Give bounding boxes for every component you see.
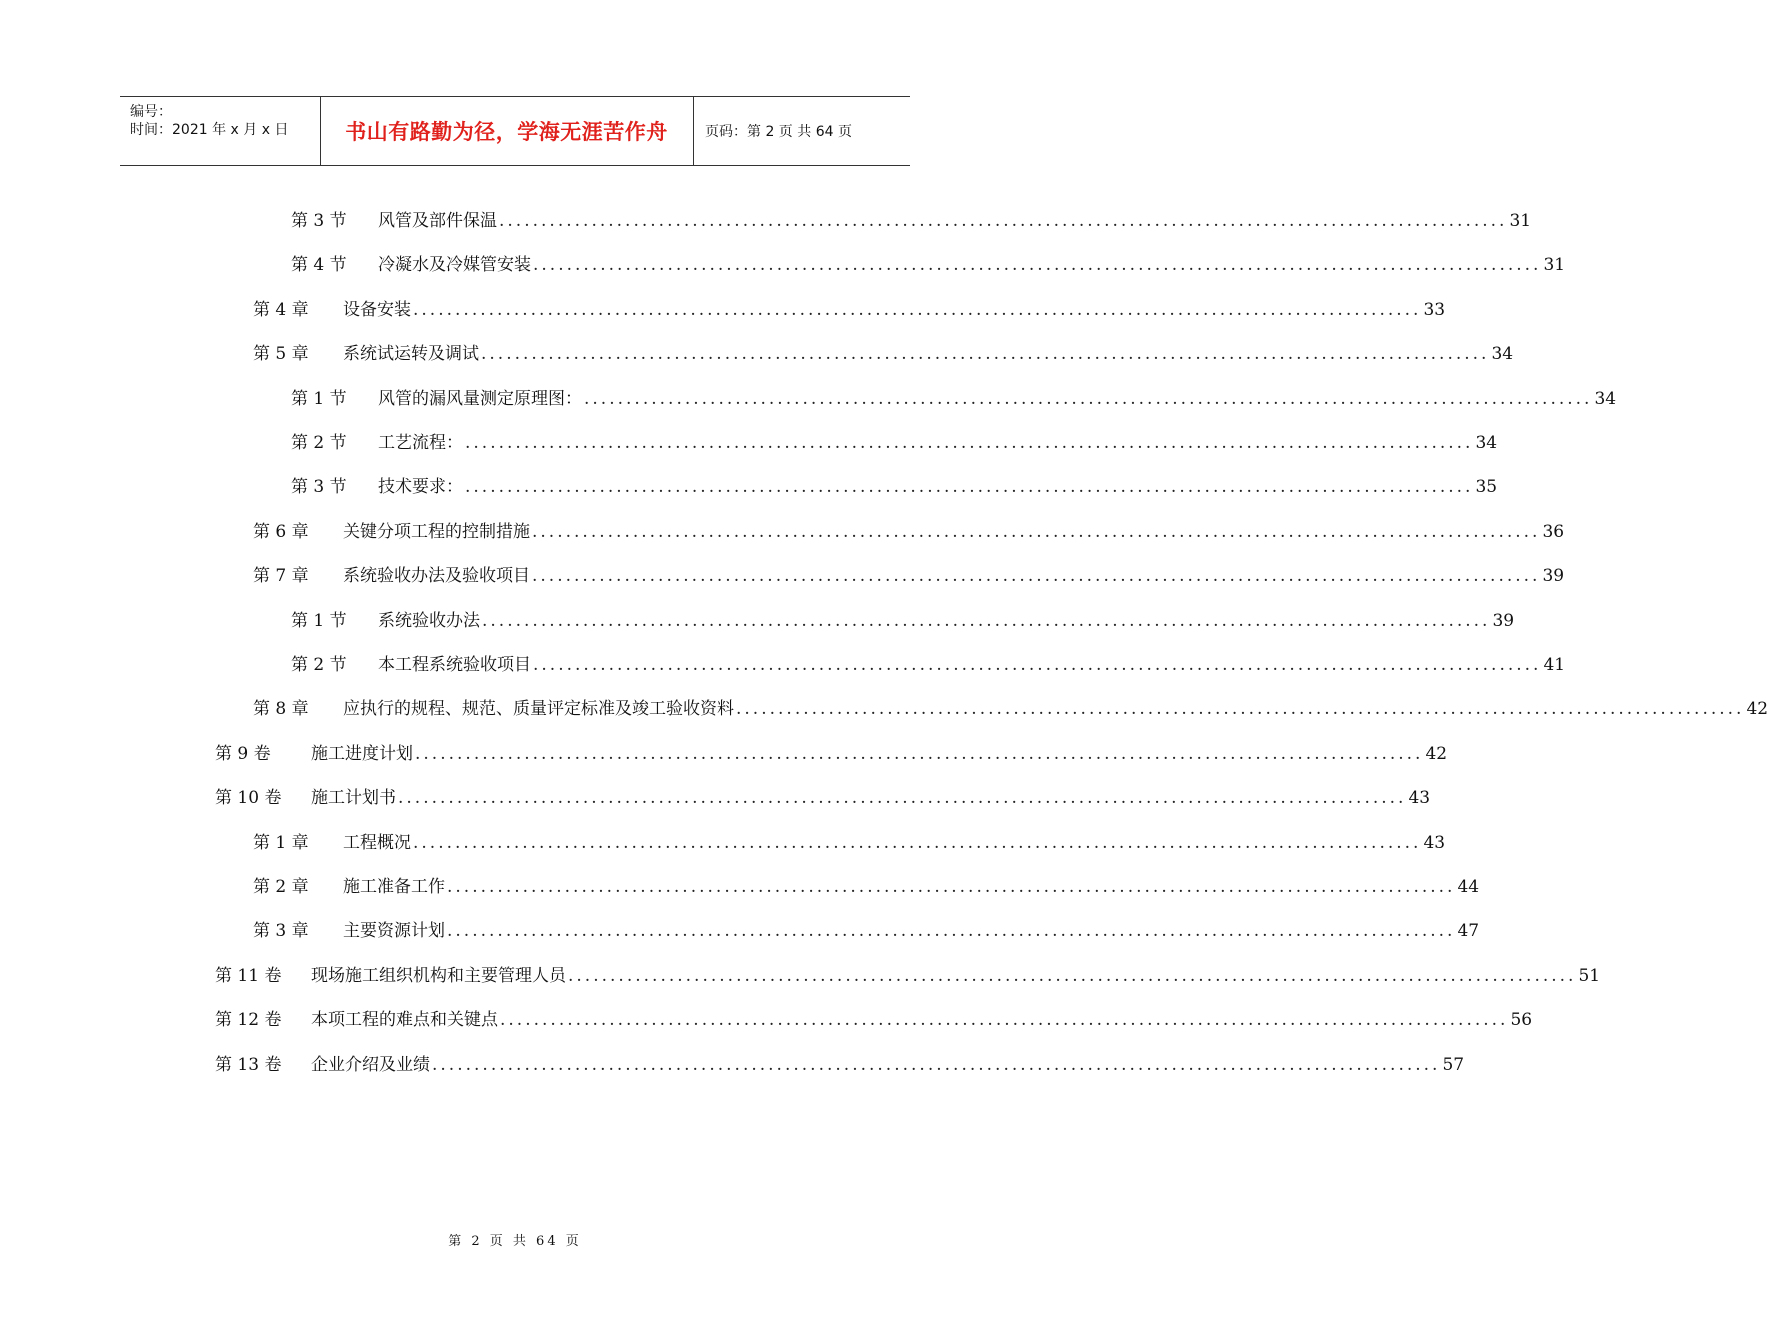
- toc-entry-title: 设备安装: [343, 299, 411, 320]
- toc-entry-number: 第 3 章: [253, 921, 309, 942]
- header-slogan-cell: [320, 97, 694, 165]
- toc-leader-dots: ........................................................................................................................: [499, 211, 1508, 231]
- toc-entry-title: 系统验收办法及验收项目: [343, 566, 530, 587]
- toc-entry-number: 第 2 节: [291, 655, 347, 675]
- toc-entry-title: 风管及部件保温: [378, 211, 497, 231]
- toc-leader-dots: ........................................................................................................................: [398, 788, 1407, 809]
- toc-leader-dots: ........................................................................................................................: [465, 433, 1474, 453]
- toc-entry[interactable]: [215, 1050, 1465, 1076]
- toc-entry-number: 第 3 节: [291, 211, 347, 231]
- toc-entry-number: 第 13 卷: [215, 1054, 282, 1075]
- toc-entry[interactable]: [291, 206, 1532, 232]
- toc-entry-page: 43: [1423, 832, 1446, 853]
- toc-entry-title: 主要资源计划: [343, 921, 445, 942]
- toc-entry[interactable]: [215, 783, 1431, 809]
- toc-entry-title: 应执行的规程、规范、质量评定标准及竣工验收资料: [343, 699, 734, 720]
- toc-entry-page: 35: [1475, 477, 1498, 498]
- toc-entry-title: 关键分项工程的控制措施: [343, 521, 530, 542]
- toc-entry-page: 56: [1510, 1010, 1533, 1031]
- toc-entry-title: 系统验收办法: [378, 610, 480, 631]
- toc-leader-dots: ........................................................................................................................: [584, 388, 1593, 409]
- toc-entry-page: 41: [1543, 655, 1566, 675]
- toc-leader-dots: ........................................................................................................................: [532, 566, 1541, 587]
- toc-leader-dots: ........................................................................................................................: [736, 699, 1745, 720]
- toc-entry-title: 风管的漏风量测定原理图：: [378, 388, 582, 409]
- toc-entry-number: 第 1 节: [291, 388, 347, 409]
- time-label: 时间：2021 年 x 月 x 日: [130, 122, 289, 138]
- toc-entry-page: 57: [1442, 1054, 1465, 1075]
- toc-entry-title: 本项工程的难点和关键点: [311, 1010, 498, 1031]
- toc-leader-dots: ........................................................................................................................: [415, 743, 1424, 764]
- toc-entry[interactable]: [253, 517, 1565, 543]
- toc-entry-page: 39: [1542, 566, 1565, 587]
- toc-leader-dots: ........................................................................................................................: [481, 344, 1490, 365]
- toc-leader-dots: ........................................................................................................................: [568, 965, 1577, 986]
- toc-entry-title: 施工计划书: [311, 788, 396, 809]
- toc-leader-dots: ........................................................................................................................: [413, 832, 1422, 853]
- toc-entry-number: 第 3 节: [291, 477, 347, 498]
- toc-entry-number: 第 12 卷: [215, 1010, 282, 1031]
- toc-entry-title: 施工进度计划: [311, 743, 413, 764]
- slogan-text: 书山有路勤为径，学海无涯苦作舟: [345, 120, 668, 144]
- toc-leader-dots: ........................................................................................................................: [447, 921, 1456, 942]
- toc-entry[interactable]: [291, 472, 1498, 498]
- toc-entry[interactable]: [253, 295, 1446, 321]
- toc-entry-number: 第 4 节: [291, 255, 347, 276]
- toc-entry-page: 34: [1491, 344, 1514, 365]
- toc-entry-number: 第 11 卷: [215, 965, 282, 986]
- toc-entry-page: 31: [1543, 255, 1566, 276]
- toc-entry-page: 34: [1594, 388, 1617, 409]
- toc-entry-number: 第 1 节: [291, 610, 347, 631]
- toc-entry-title: 技术要求：: [378, 477, 463, 498]
- toc-leader-dots: ........................................................................................................................: [447, 877, 1456, 897]
- toc-entry-title: 冷凝水及冷媒管安装: [378, 255, 531, 276]
- toc-entry[interactable]: [253, 916, 1480, 942]
- toc-entry[interactable]: [291, 650, 1566, 676]
- toc-entry-number: 第 10 卷: [215, 788, 282, 809]
- toc-entry-page: 42: [1425, 743, 1448, 764]
- toc-entry[interactable]: [253, 339, 1514, 365]
- page-label: 页码：第 2 页 共 64 页: [705, 124, 852, 140]
- toc-leader-dots: ........................................................................................................................: [533, 255, 1542, 276]
- toc-leader-dots: ........................................................................................................................: [413, 299, 1422, 320]
- toc-entry-title: 施工准备工作: [343, 877, 445, 897]
- header-meta-cell: [120, 97, 321, 165]
- toc-entry-page: 34: [1475, 433, 1498, 453]
- number-label: 编号：: [130, 104, 172, 120]
- toc-entry[interactable]: [291, 428, 1498, 454]
- toc-entry[interactable]: [291, 384, 1617, 410]
- toc-entry-number: 第 7 章: [253, 566, 309, 587]
- toc-entry[interactable]: [215, 961, 1601, 987]
- toc-entry-title: 现场施工组织机构和主要管理人员: [311, 965, 566, 986]
- toc-entry-number: 第 2 章: [253, 877, 309, 897]
- toc-entry[interactable]: [253, 694, 1768, 720]
- toc-entry-page: 31: [1509, 211, 1532, 231]
- toc-entry-title: 工艺流程：: [378, 433, 463, 453]
- toc-entry-number: 第 1 章: [253, 832, 309, 853]
- toc-entry-number: 第 6 章: [253, 521, 309, 542]
- toc-leader-dots: ........................................................................................................................: [482, 610, 1491, 631]
- toc-leader-dots: ........................................................................................................................: [465, 477, 1474, 498]
- toc-entry-page: 51: [1578, 965, 1601, 986]
- toc-entry-number: 第 4 章: [253, 299, 309, 320]
- toc-entry-title: 工程概况: [343, 832, 411, 853]
- toc-entry-page: 39: [1492, 610, 1515, 631]
- toc-entry[interactable]: [215, 739, 1448, 765]
- toc-entry-page: 33: [1423, 299, 1446, 320]
- toc-entry[interactable]: [253, 872, 1480, 898]
- toc-entry-page: 44: [1457, 877, 1480, 897]
- toc-entry-page: 47: [1457, 921, 1480, 942]
- toc-entry-page: 43: [1408, 788, 1431, 809]
- toc-entry-number: 第 5 章: [253, 344, 309, 365]
- toc-entry[interactable]: [215, 1005, 1533, 1031]
- toc-entry-page: 42: [1746, 699, 1768, 720]
- header-page-cell: [693, 97, 910, 165]
- toc-entry[interactable]: [291, 606, 1515, 632]
- toc-leader-dots: ........................................................................................................................: [532, 521, 1541, 542]
- document-header: [120, 96, 910, 166]
- toc-entry[interactable]: [253, 828, 1446, 854]
- toc-leader-dots: ........................................................................................................................: [432, 1054, 1441, 1075]
- toc-entry-page: 36: [1542, 521, 1565, 542]
- toc-leader-dots: ........................................................................................................................: [533, 655, 1542, 675]
- toc-entry-number: 第 8 章: [253, 699, 309, 720]
- toc-leader-dots: ........................................................................................................................: [500, 1010, 1509, 1031]
- toc-entry-number: 第 9 卷: [215, 743, 271, 764]
- toc-entry[interactable]: [253, 561, 1565, 587]
- toc-entry[interactable]: [291, 250, 1566, 276]
- toc-entry-title: 企业介绍及业绩: [311, 1054, 430, 1075]
- toc-entry-title: 本工程系统验收项目: [378, 655, 531, 675]
- page-footer: 第 2 页 共 64 页: [448, 1234, 582, 1249]
- toc-entry-title: 系统试运转及调试: [343, 344, 479, 365]
- toc-entry-number: 第 2 节: [291, 433, 347, 453]
